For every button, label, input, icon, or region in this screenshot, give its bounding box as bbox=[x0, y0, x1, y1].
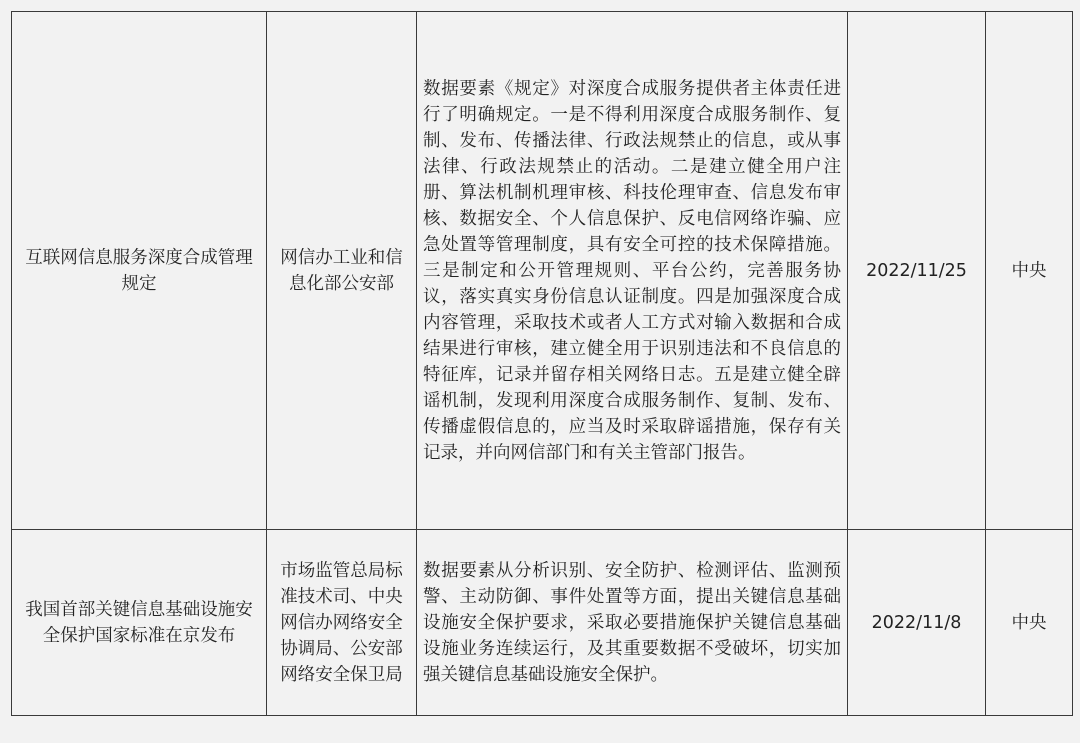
content-cell bbox=[417, 530, 848, 716]
policy-content: 数据要素从分析识别、安全防护、检测评估、监测预警、主动防御、事件处置等方面，提出关键信息基础设施安全保护要求，采取必要措施保护关键信息基础设施业务连续运行，及其重要数据不受破坏，切实加强关键信息基础设施安全保护。 bbox=[423, 560, 841, 685]
table-row bbox=[12, 12, 1073, 530]
content-cell bbox=[417, 12, 848, 530]
table-row bbox=[12, 530, 1073, 716]
date-cell bbox=[848, 530, 986, 716]
policy-level: 中央 bbox=[1011, 260, 1047, 281]
policy-name: 我国首部关键信息基础设施安全保护国家标准在京发布 bbox=[25, 599, 253, 646]
policy-name-cell bbox=[12, 12, 267, 530]
policy-content: 数据要素《规定》对深度合成服务提供者主体责任进行了明确规定。一是不得利用深度合成服务制作、复制、发布、传播法律、行政法规禁止的信息，或从事法律、行政法规禁止的活动。二是建立健全用户注册、算法机制机理审核、科技伦理审查、信息发布审核、数据安全、个人信息保护、反电信网络诈骗、应急处置等管理制度，具有安全可控的技术保障措施。三是制定和公开管理规则、平台公约，完善服务协议，落实真实身份信息认证制度。四是加强深度合成内容管理，采取技术或者人工方式对输入数据和合成结果进行审核，建立健全用于识别违法和不良信息的特征库，记录并留存相关网络日志。五是建立健全辟谣机制，发现利用深度合成服务制作、复制、发布、传播虚假信息的，应当及时采取辟谣措施，保存有关记录，并向网信部门和有关主管部门报告。 bbox=[423, 78, 841, 463]
release-date: 2022/11/25 bbox=[866, 260, 967, 281]
level-cell bbox=[986, 530, 1073, 716]
policy-level: 中央 bbox=[1011, 612, 1047, 633]
release-date: 2022/11/8 bbox=[871, 612, 962, 633]
department-cell bbox=[267, 530, 417, 716]
level-cell bbox=[986, 12, 1073, 530]
policy-table bbox=[11, 11, 1073, 716]
department: 市场监管总局标准技术司、中央网信办网络安全协调局、公安部网络安全保卫局 bbox=[280, 560, 403, 685]
date-cell bbox=[848, 12, 986, 530]
department: 网信办工业和信息化部公安部 bbox=[280, 247, 403, 294]
policy-name: 互联网信息服务深度合成管理规定 bbox=[25, 247, 253, 294]
department-cell bbox=[267, 12, 417, 530]
policy-name-cell bbox=[12, 530, 267, 716]
